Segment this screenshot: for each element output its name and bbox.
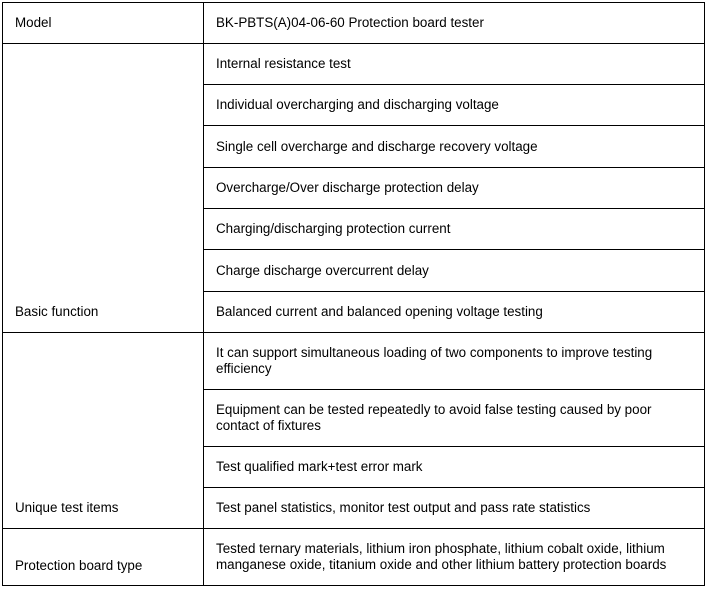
- table-row: [3, 333, 705, 390]
- basic-function-item: Charging/discharging protection current: [204, 209, 705, 250]
- basic-function-item: Individual overcharging and discharging voltage: [204, 85, 705, 126]
- basic-function-label: Basic function: [3, 44, 204, 333]
- unique-test-item: Test qualified mark+test error mark: [204, 447, 705, 488]
- model-label: Model: [3, 3, 204, 44]
- basic-function-item: Balanced current and balanced opening voltage testing: [204, 292, 705, 333]
- unique-test-item: Equipment can be tested repeatedly to avoid false testing caused by poor contact of fixtures: [204, 390, 705, 447]
- spec-table: [2, 2, 705, 586]
- unique-test-item: It can support simultaneous loading of two components to improve testing efficiency: [204, 333, 705, 390]
- basic-function-item: Internal resistance test: [204, 44, 705, 85]
- basic-function-item: Single cell overcharge and discharge recovery voltage: [204, 126, 705, 168]
- unique-test-items-label: Unique test items: [3, 333, 204, 529]
- unique-test-item: Test panel statistics, monitor test output and pass rate statistics: [204, 488, 705, 529]
- protection-board-type-label: Protection board type: [3, 529, 204, 586]
- basic-function-item: Charge discharge overcurrent delay: [204, 250, 705, 292]
- table-row: [3, 529, 705, 586]
- basic-function-item: Overcharge/Over discharge protection delay: [204, 168, 705, 209]
- table-row: [3, 3, 705, 44]
- protection-board-type-value: Tested ternary materials, lithium iron phosphate, lithium cobalt oxide, lithium manganese oxide, titanium oxide and other lithium battery protection boards: [204, 529, 705, 586]
- model-value: BK-PBTS(A)04-06-60 Protection board tester: [204, 3, 705, 44]
- table-row: [3, 44, 705, 85]
